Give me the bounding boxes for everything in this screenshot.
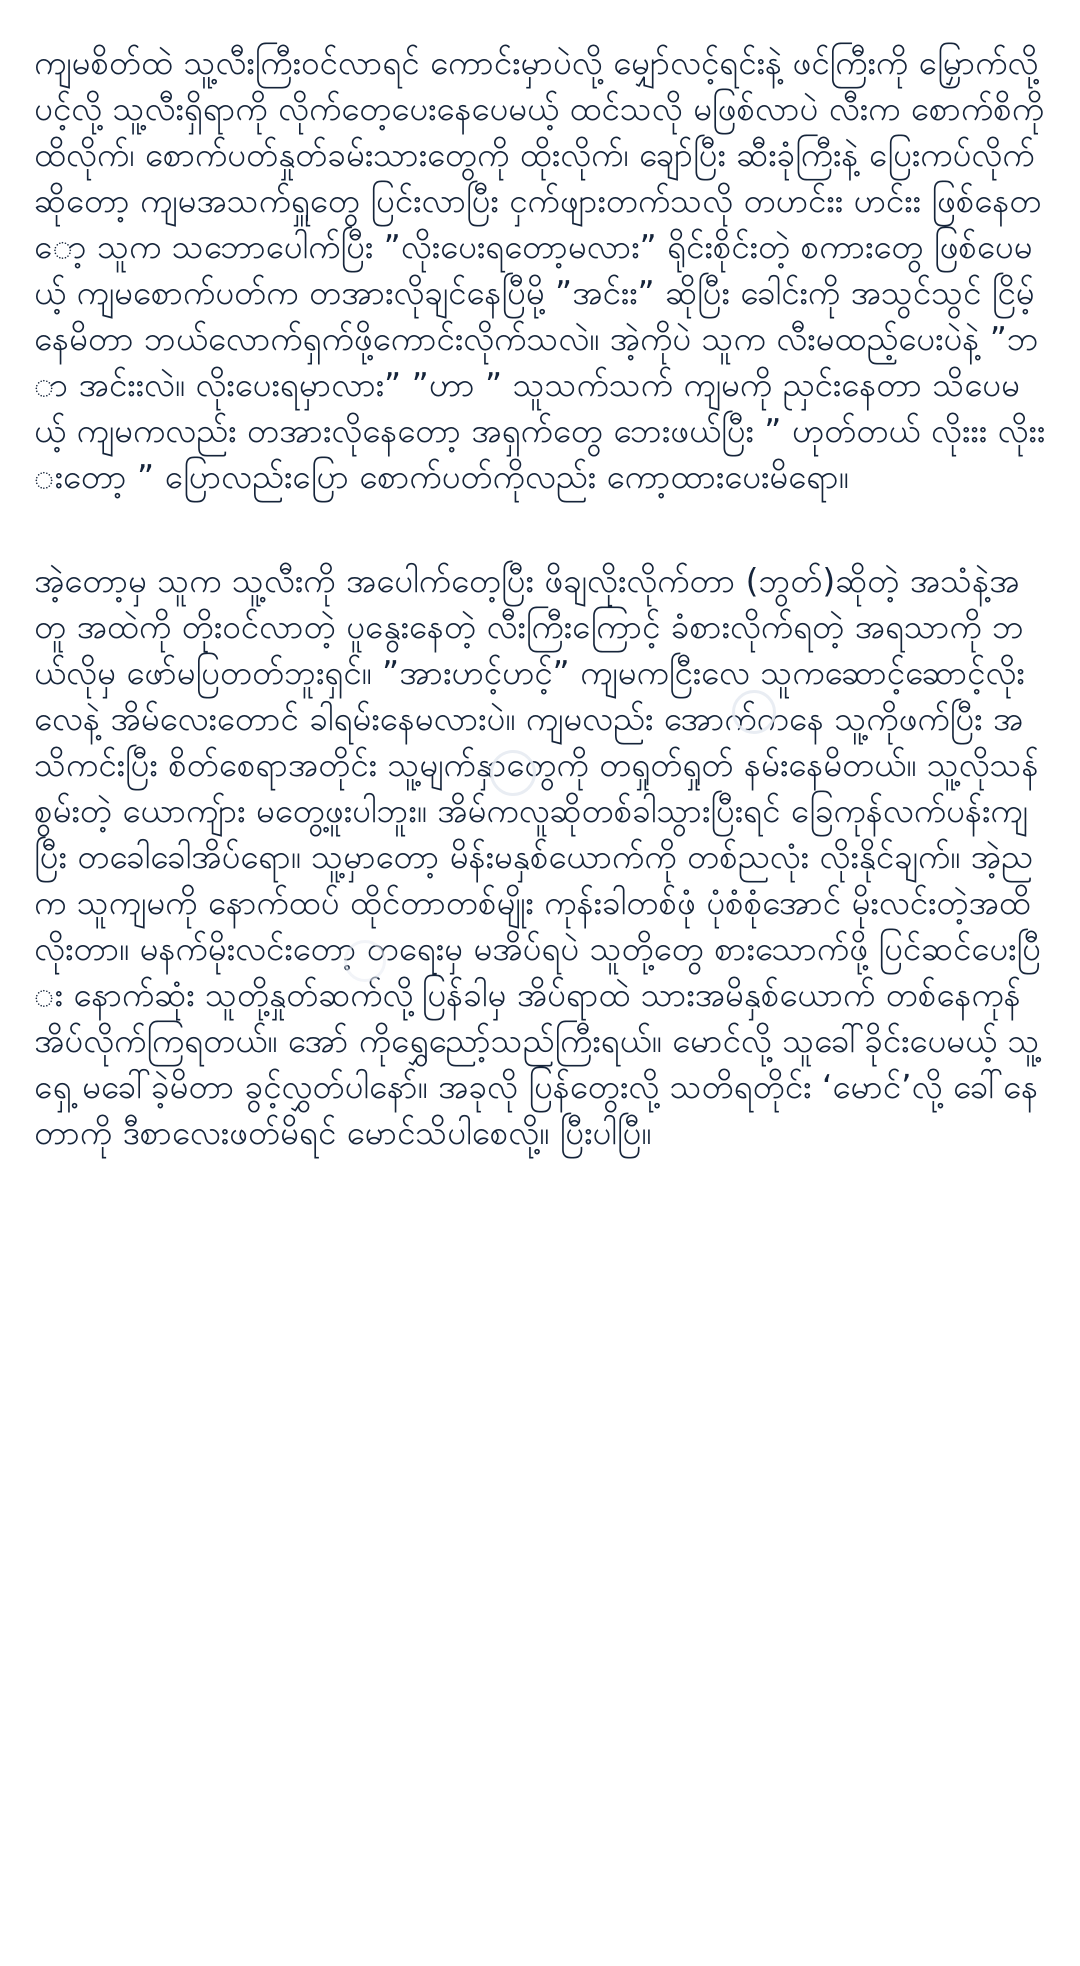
paragraph-2: အဲ့တော့မှ သူက သူ့လီးကို အပေါက်တေ့ပြီး ဖိချလိုးလိုက်တာ (ဘွတ်)ဆိုတဲ့ အသံနဲ့အတူ အထဲကို တိုးဝင်လာတဲ့ ပူနွေးနေတဲ့ လီးကြီးကြောင့် ခံစားလိုက်ရတဲ့ အရသာကို ဘယ်လိုမှ ဖော်မပြတတ်ဘူးရှင်။ ”အားဟင့်ဟင့်” ကျမကငြီးလေ သူကဆောင့်ဆောင့်လိုးလေနဲ့ အိမ်လေးတောင် ခါရမ်းနေမလားပဲ။ ကျမလည်း အောက်ကနေ သူ့ကိုဖက်ပြီး အသိကင်းပြီး စိတ်စေရာအတိုင်း သူ့မျက်နှာတွေကို တရှုတ်ရှုတ် နမ်းနေမိတယ်။ သူ့လိုသန်စွမ်းတဲ့ ယောကျ်ား မတွေ့ဖူးပါဘူး။ အိမ်ကလူဆိုတစ်ခါသွားပြီးရင် ခြေကုန်လက်ပန်းကျပြီး တခေါခေါအိပ်ရော။ သူ့မှာတော့ မိန်းမနှစ်ယောက်ကို တစ်ညလုံး လိုးနိုင်ချက်။ အဲ့ညက သူကျမကို နောက်ထပ် ထိုင်တာတစ်မျိုး ကုန်းခါတစ်ဖုံ ပုံစံစုံအောင် မိုးလင်းတဲ့အထိ လိုးတာ။ မနက်မိုးလင်းတော့ တရေးမှ မအိပ်ရပဲ သူတို့တွေ စားသောက်ဖို့ ပြင်ဆင်ပေးပြီး နောက်ဆုံး သူတို့နှုတ်ဆက်လို့ပြန်ခါမှ အိပ်ရာထဲ သားအမိနှစ်ယောက် တစ်နေကုန် အိပ်လိုက်ကြရတယ်။ အော် ကိုရွှေညော့်သည်ကြီးရယ်။ မောင်လို့ သူခေါ်ခိုင်းပေမယ့် သူ့ရှေ့ မခေါ်ခဲ့မိတာ ခွင့်လွှတ်ပါနော်။ အခုလို ပြန်တွေးလို့ သတိရတိုင်း ‘မောင်’လို့ ခေါ်နေတာကို ဒီစာလေးဖတ်မိရင် မောင်သိပါစေလို့။ ပြီးပါပြီ။: [34, 561, 1041, 1152]
paragraph-1: ကျမစိတ်ထဲ သူ့လီးကြီးဝင်လာရင် ကောင်းမှာပဲလို့ မျှော်လင့်ရင်းနဲ့ ဖင်ကြီးကို မြှောက်လို့ပင့်လို့ သူ့လီးရှိရာကို လိုက်တေ့ပေးနေပေမယ့် ထင်သလို မဖြစ်လာပဲ လီးက စောက်စိကိုထိလိုက်၊ စောက်ပတ်နှုတ်ခမ်းသားတွေကို ထိုးလိုက်၊ ချော်ပြီး ဆီးခုံကြီးနဲ့ ပြေးကပ်လိုက်ဆိုတော့ ကျမအသက်ရှူတွေ ပြင်းလာပြီး ငှက်ဖျားတက်သလို တဟင်းး ဟင်းး ဖြစ်နေတော့ သူက သဘောပေါက်ပြီး ”လိုးပေးရတော့မလား” ရိုင်းစိုင်းတဲ့ စကားတွေ ဖြစ်ပေမယ့် ကျမစောက်ပတ်က တအားလိုချင်နေပြီမို့ ”အင်းး” ဆိုပြီး ခေါင်းကို အသွင်သွင် ငြိမ့်နေမိတာ ဘယ်လောက်ရှက်ဖို့ကောင်းလိုက်သလဲ။ အဲ့ကိုပဲ သူက လီးမထည့်ပေးပဲနဲ့ ”ဘာ အင်းးလဲ။ လိုးပေးရမှာလား” ”ဟာ ” သူသက်သက် ကျမကို ညှင်းနေတာ သိပေမယ့် ကျမကလည်း တအားလိုနေတော့ အရှက်တွေ ဘေးဖယ်ပြီး ” ဟုတ်တယ် လိုးးး လိုးးးတော့ ” ပြောလည်းပြော စောက်ပတ်ကိုလည်း ကော့ထားပေးမိရော။: [34, 43, 1046, 496]
